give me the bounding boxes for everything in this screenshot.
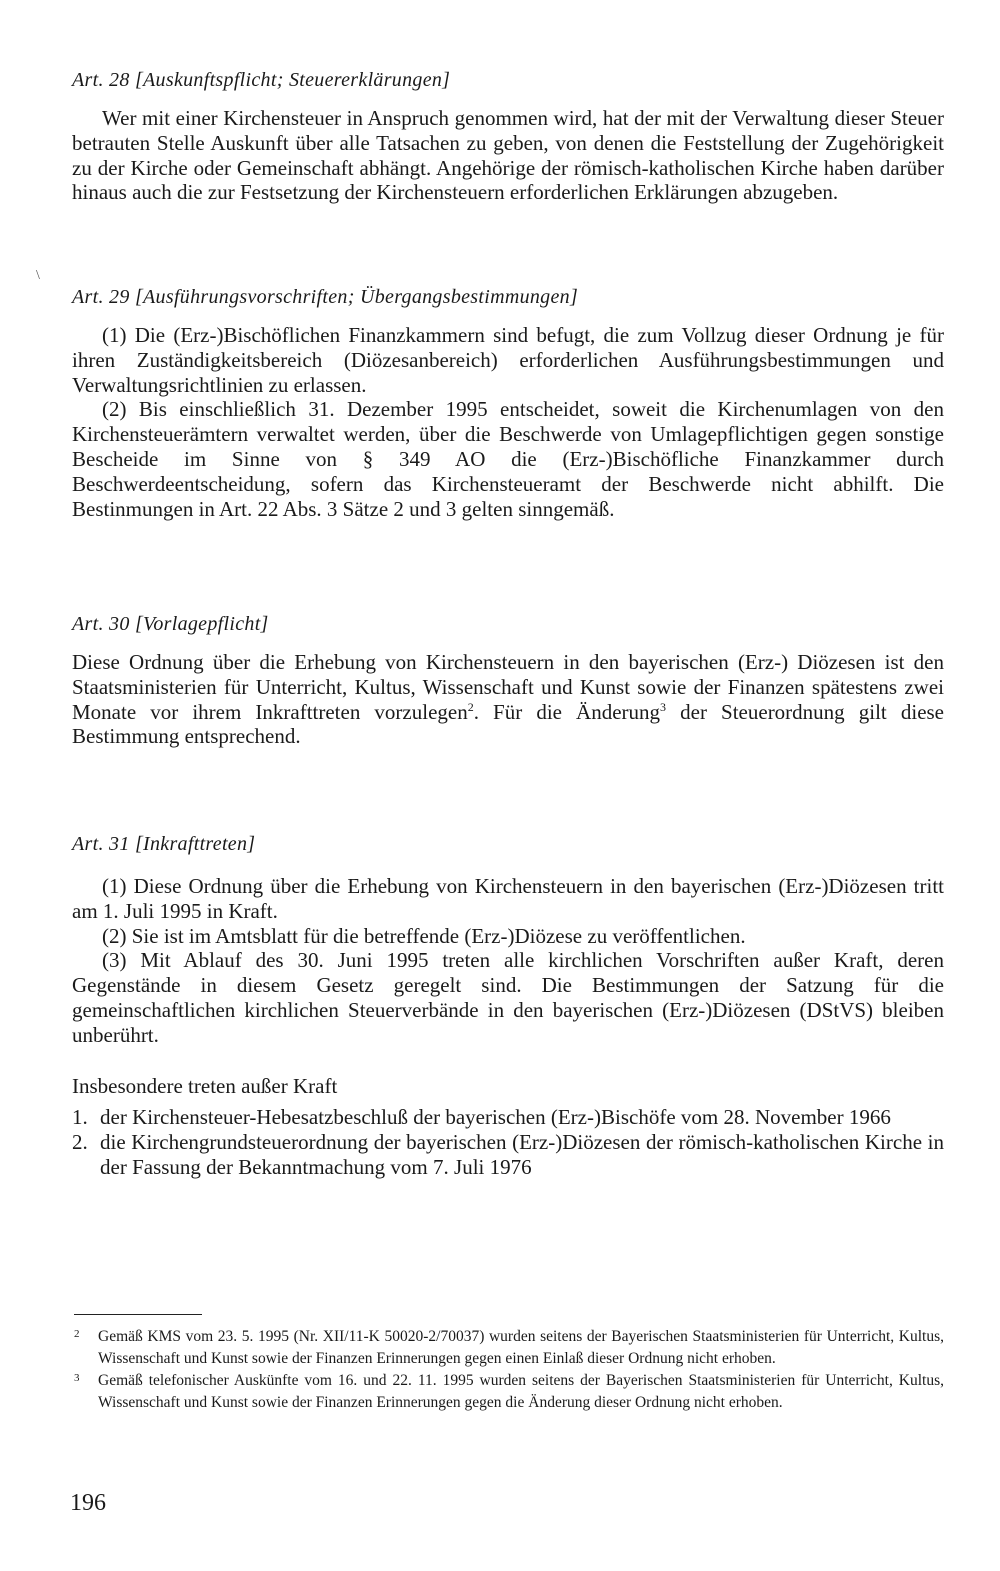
footnote-text: Gemäß KMS vom 23. 5. 1995 (Nr. XII/11-K 50020-2/70037) wurden seitens der Bayerischen Staatsministerien für Unterricht, Kultus, Wissenschaft und Kunst sowie der Finanzen Erinnerungen gegen einen Einlaß dieser Ordnung nicht erhoben. <box>98 1328 944 1367</box>
article-29 <box>72 285 944 521</box>
list-item-number: 1. <box>72 1105 88 1130</box>
article-31 <box>72 832 944 1180</box>
article-paragraph <box>72 650 944 749</box>
article-heading: Art. 30 [Vorlagepflicht] <box>72 613 269 635</box>
article-30 <box>72 612 944 749</box>
footnote-text: Gemäß telefonischer Auskünfte vom 16. und 22. 11. 1995 wurden seitens der Bayerischen Staatsministerien für Unterricht, Kultus, Wissenschaft und Kunst sowie der Finanzen Erinnerungen gegen die Änderung dieser Ordnung nicht erhoben. <box>98 1372 944 1411</box>
footnote <box>74 1326 944 1370</box>
stray-mark: \ <box>36 268 40 283</box>
article-28 <box>72 68 944 205</box>
article-paragraph: (1) Diese Ordnung über die Erhebung von Kirchensteuern in den bayerischen (Erz-)Diözesen tritt am 1. Juli 1995 in Kraft. <box>72 874 944 923</box>
footnote-ref: 2 <box>467 699 474 714</box>
article-paragraph: (2) Sie ist im Amtsblatt für die betreffende (Erz-)Diözese zu veröffentlichen. <box>102 923 746 948</box>
footnote-divider <box>74 1314 202 1315</box>
article-text: . Für die Änderung <box>473 699 661 724</box>
article-paragraph: (2) Bis einschließlich 31. Dezember 1995 entscheidet, soweit die Kirchenumlagen von den Kirchensteuerämtern verwaltet werden, über die Beschwerde von Umlagepflichtigen gegen sonstige Bescheide im Sinne von § 349 AO die (Erz-)Bischöfliche Finanzkammer durch Beschwerdeentscheidung, sofern das Kirchensteueramt der Beschwerde nicht abhilft. Die Bestinmungen in Art. 22 Abs. 3 Sätze 2 und 3 gelten sinngemäß. <box>72 397 944 521</box>
article-heading: Art. 31 [Inkrafttreten] <box>72 833 256 855</box>
article-paragraph: (3) Mit Ablauf des 30. Juni 1995 treten alle kirchlichen Vorschriften außer Kraft, deren Gegenstände in diesem Gesetz geregelt sind. Die Bestimmungen der Satzung für die gemeinschaftlichen kirchlichen Steuerverbände in den bayerischen (Erz-)Diözesen (DStVS) bleiben unberührt. <box>72 948 944 1047</box>
footnotes <box>74 1326 944 1414</box>
article-heading: Art. 28 [Auskunftspflicht; Steuererklärungen] <box>72 69 451 91</box>
list-item-number: 2. <box>72 1130 88 1155</box>
footnote-marker: 2 <box>74 1328 80 1340</box>
article-text: Diese Ordnung über die Erhebung von Kirchensteuern in den bayerischen (Erz-) Diözesen ist den Staatsministerien für Unterricht, Kultus, Wissenschaft und Kunst sowie der Finanzen spätestens zwei Monate vor ihrem Inkrafttreten vorzulegen <box>72 650 944 724</box>
article-paragraph: Wer mit einer Kirchensteuer in Anspruch genommen wird, hat der mit der Verwaltung dieser Steuer betrauten Stelle Auskunft über alle Tatsachen zu geben, von denen die Feststellung der Zugehörigkeit zu der Kirche oder Gemeinschaft abhängt. Angehörige der römisch-katholischen Kirche haben darüber hinaus auch die zur Festsetzung der Kirchensteuern erforderlichen Erklärungen abzugeben. <box>72 106 944 205</box>
repealed-list <box>72 1105 944 1179</box>
footnote-marker: 3 <box>74 1372 80 1384</box>
list-item-text: der Kirchensteuer-Hebesatzbeschluß der bayerischen (Erz-)Bischöfe vom 28. November 1966 <box>100 1105 891 1130</box>
list-intro: Insbesondere treten außer Kraft <box>72 1073 338 1098</box>
list-item <box>72 1130 944 1180</box>
list-item-text: die Kirchengrundsteuerordnung der bayerischen (Erz-)Diözesen der römisch-katholischen Kirche in der Fassung der Bekanntmachung vom 7. Juli 1976 <box>100 1130 944 1179</box>
article-heading: Art. 29 [Ausführungsvorschriften; Übergangsbestimmungen] <box>72 286 579 308</box>
list-item <box>72 1105 944 1130</box>
article-text: der Steuerordnung gilt diese Bestimmung entsprechend. <box>72 699 945 749</box>
footnote-ref: 3 <box>660 699 667 714</box>
page-number: 196 <box>70 1490 106 1516</box>
article-paragraph: (1) Die (Erz-)Bischöflichen Finanzkammern sind befugt, die zum Vollzug dieser Ordnung je für ihren Zuständigkeitsbereich (Diözesanbereich) erforderlichen Ausführungsbestimmungen und Verwaltungsrichtlinien zu erlassen. <box>72 323 944 397</box>
footnote <box>74 1370 944 1414</box>
